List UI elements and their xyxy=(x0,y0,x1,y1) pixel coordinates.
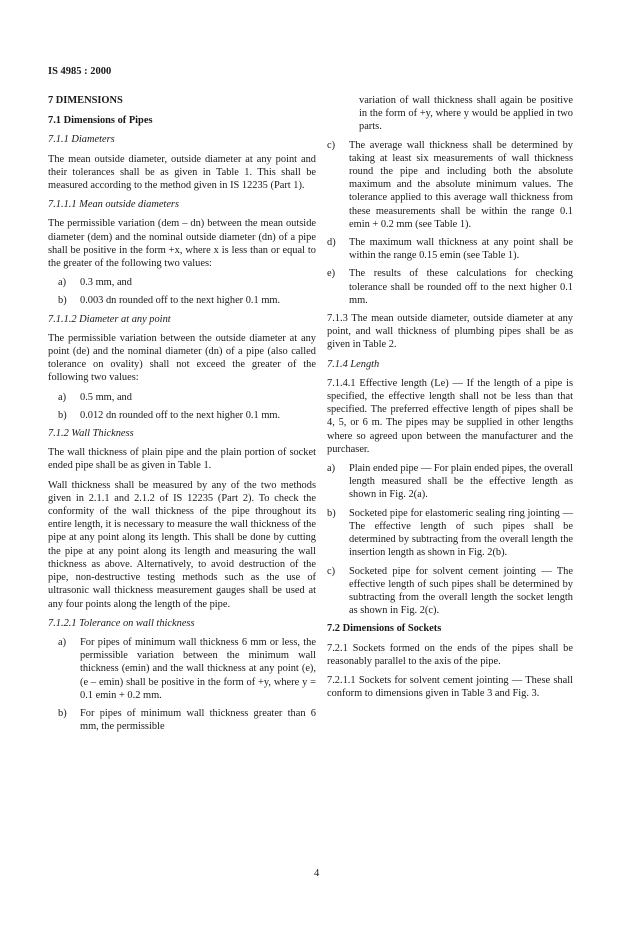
list-item: e) The results of these calculations for checking tolerance shall be rounded off to the next higher 0.1 mm. xyxy=(327,268,573,306)
paragraph-7-1-1-1: The permissible variation (dem – dn) between the mean outside diameter (dem) and the nominal outside diameter (dn) of a pipe shall be positive in the form +x, where x is less than or equal to the greater of the following two values: xyxy=(48,218,316,270)
section-7-1-4-heading: 7.1.4 Length xyxy=(327,358,380,370)
paragraph-7-1-1-2: The permissible variation between the outside diameter at any point (de) and the nominal diameter (dn) of a pipe (also called tolerance on ovality) shall not exceed the greater of the following two values: xyxy=(48,332,316,384)
section-7-1-1-2-heading: 7.1.1.2 Diameter at any point xyxy=(48,313,171,325)
section-7-2-heading: 7.2 Dimensions of Sockets xyxy=(327,623,442,635)
section-7-1-2-heading: 7.1.2 Wall Thickness xyxy=(48,428,134,440)
list-item: a) For pipes of minimum wall thickness 6 mm or less, the permissible variation between the minimum wall thickness (emin) and the wall thickness at any point (e), (e – emin) shall be positive in the form of +y, where y = 0.1 emin + 0.2 mm. xyxy=(58,636,316,701)
section-7-1-2-1-heading: 7.1.2.1 Tolerance on wall thickness xyxy=(48,617,195,629)
list-item: d) The maximum wall thickness at any point shall be within the range 0.15 emin (see Table 1). xyxy=(327,237,573,262)
paragraph-7-1-2-a: The wall thickness of plain pipe and the plain portion of socket ended pipe shall be as given in Table 1. xyxy=(48,447,316,472)
paragraph-7-2-1-1: 7.2.1.1 Sockets for solvent cement jointing — These shall conform to dimensions given in Table 3 and Fig. 3. xyxy=(327,674,573,700)
list-item-continuation: variation of wall thickness shall again be positive in the form of +y, where y would be applied in two parts. xyxy=(359,95,573,133)
page-number: 4 xyxy=(314,868,320,879)
list-item: a) 0.5 mm, and xyxy=(58,391,132,403)
left-column xyxy=(48,94,316,738)
section-7-1-heading: 7.1 Dimensions of Pipes xyxy=(48,115,153,127)
list-item: b) Socketed pipe for elastomeric sealing ring jointing — The effective length of such pipes shall be determined by subtracting from the overall length the insertion length as shown in Fig. 2(b). xyxy=(327,507,573,559)
paragraph-7-1-4-1: 7.1.4.1 Effective length (Le) — If the length of a pipe is specified, the effective length shall not be less than that specified. The preferred effective length of pipes shall be 4, 5, or 6 m. The pipes may be supplied in other lengths where so agreed upon between the manufacturer and the purchaser. xyxy=(327,377,573,455)
list-item: a) 0.3 mm, and xyxy=(58,277,132,289)
list-item: a) Plain ended pipe — For plain ended pipes, the overall length measured shall be the effective length as shown in Fig. 2(a). xyxy=(327,463,573,501)
paragraph-7-2-1: 7.2.1 Sockets formed on the ends of the pipes shall be reasonably parallel to the axis of the pipe. xyxy=(327,642,573,667)
paragraph-7-1-3: 7.1.3 The mean outside diameter, outside diameter at any point, and wall thickness of plumbing pipes shall be as given in Table 2. xyxy=(327,313,573,351)
paragraph-7-1-2-b: Wall thickness shall be measured by any of the two methods given in 2.1.1 and 2.1.2 of IS 12235 (Part 2). To check the conformity of the wall thickness of the pipe throughout its entire length, it is necessary to measure the wall thickness of the pipe at any point along its length. This shall be done by cutting the pipe at any point along its length and measuring the wall thickness as above. Alternatively, to avoid destruction of the pipe, non-destructive testing methods such as the use of ultrasonic wall thickness measurement gauges shall be used at any four points along the length of the pipe. xyxy=(48,479,316,610)
list-item: b) 0.012 dn rounded off to the next higher 0.1 mm. xyxy=(58,409,281,421)
list-item: c) The average wall thickness shall be determined by taking at least six measurements of wall thickness round the pipe and including both the absolute maximum and the absolute minimum values. The tolerance applied to this average wall thickness from these measurements shall be within the range 0.1 emin + 0.2 mm (see Table 1). xyxy=(327,139,573,230)
section-7-1-1-heading: 7.1.1 Diameters xyxy=(48,134,115,146)
list-item: b) For pipes of minimum wall thickness greater than 6 mm, the permissible xyxy=(58,707,316,733)
section-7-heading: 7 DIMENSIONS xyxy=(48,95,123,106)
list-item: c) Socketed pipe for solvent cement jointing — The effective length of such pipes shall be determined by subtracting from the overall length the socket length as shown in Fig. 2(c). xyxy=(327,565,573,617)
section-7-1-1-1-heading: 7.1.1.1 Mean outside diameters xyxy=(48,199,180,211)
list-item: b) 0.003 dn rounded off to the next higher 0.1 mm. xyxy=(58,295,281,307)
paragraph-7-1-1: The mean outside diameter, outside diameter at any point and their tolerances shall be as given in Table 1. This shall be measured according to the method given in IS 12235 (Part 1). xyxy=(48,153,316,192)
standard-number-header: IS 4985 : 2000 xyxy=(48,66,112,77)
right-column xyxy=(327,94,573,706)
